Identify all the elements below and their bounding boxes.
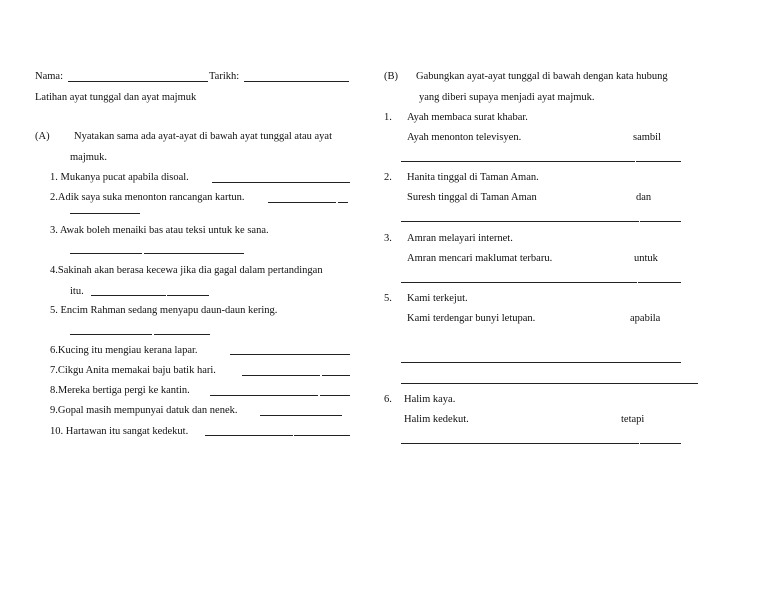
question-a10: 10. Hartawan itu sangat kedekut.: [50, 426, 189, 437]
answer-line-a3[interactable]: [70, 253, 142, 254]
section-b-marker: (B): [384, 71, 398, 82]
question-a3: 3. Awak boleh menaiki bas atau teksi untuk ke sana.: [50, 225, 269, 236]
answer-line-a10[interactable]: [205, 435, 293, 436]
answer-line-b2-tail[interactable]: [640, 221, 681, 222]
question-a2: 2.Adik saya suka menonton rancangan kartun.: [50, 192, 245, 203]
question-a1: 1. Mukanya pucat apabila disoal.: [50, 172, 189, 183]
date-label: Tarikh:: [209, 71, 240, 82]
answer-line-a2[interactable]: [268, 202, 336, 203]
answer-line-a4-tail[interactable]: [167, 295, 209, 296]
question-b1-number: 1.: [384, 112, 392, 123]
answer-line-a1[interactable]: [212, 182, 350, 183]
question-a4-cont: itu.: [70, 286, 84, 297]
question-b5-number: 5.: [384, 293, 392, 304]
answer-line-b3[interactable]: [401, 282, 637, 283]
answer-line-a5-tail[interactable]: [154, 334, 210, 335]
question-b6-conjunction: tetapi: [621, 414, 645, 425]
question-b3-sentence-2: Amran mencari maklumat terbaru.: [407, 253, 553, 264]
question-b2-conjunction: dan: [636, 192, 652, 203]
answer-line-a8[interactable]: [210, 395, 318, 396]
question-b5-conjunction: apabila: [630, 313, 661, 324]
answer-line-a4[interactable]: [91, 295, 166, 296]
worksheet-title: Latihan ayat tunggal dan ayat majmuk: [35, 92, 197, 103]
question-a5: 5. Encim Rahman sedang menyapu daun-daun kering.: [50, 305, 278, 316]
answer-line-a7-tail[interactable]: [322, 375, 350, 376]
answer-line-b5-cont[interactable]: [401, 383, 698, 384]
section-b-instruction-cont: yang diberi supaya menjadi ayat majmuk.: [419, 92, 595, 103]
answer-line-a2-cont[interactable]: [70, 213, 140, 214]
answer-line-a8-tail[interactable]: [320, 395, 350, 396]
answer-line-b1-tail[interactable]: [636, 161, 681, 162]
question-b1-conjunction: sambil: [633, 132, 661, 143]
question-a6: 6.Kucing itu mengiau kerana lapar.: [50, 345, 198, 356]
question-a7: 7.Cikgu Anita memakai baju batik hari.: [50, 365, 216, 376]
date-field[interactable]: [244, 81, 349, 82]
question-a9: 9.Gopal masih mempunyai datuk dan nenek.: [50, 405, 238, 416]
question-b6-number: 6.: [384, 394, 392, 405]
name-field[interactable]: [68, 81, 208, 82]
question-b5-sentence-1: Kami terkejut.: [407, 293, 468, 304]
section-a-instruction-cont: majmuk.: [70, 152, 108, 163]
question-a4: 4.Sakinah akan berasa kecewa jika dia gagal dalam pertandingan: [50, 265, 323, 276]
question-b2-sentence-1: Hanita tinggal di Taman Aman.: [407, 172, 539, 183]
answer-line-a3-tail[interactable]: [144, 253, 244, 254]
answer-line-b5[interactable]: [401, 362, 681, 363]
answer-line-a6[interactable]: [230, 354, 350, 355]
question-b2-sentence-2: Suresh tinggal di Taman Aman: [407, 192, 537, 203]
question-b3-number: 3.: [384, 233, 392, 244]
answer-line-b6-tail[interactable]: [640, 443, 681, 444]
answer-line-a7[interactable]: [242, 375, 320, 376]
question-b3-conjunction: untuk: [634, 253, 658, 264]
answer-line-a5[interactable]: [70, 334, 152, 335]
answer-line-b2[interactable]: [401, 221, 639, 222]
question-b6-sentence-1: Halim kaya.: [404, 394, 456, 405]
question-a8: 8.Mereka bertiga pergi ke kantin.: [50, 385, 190, 396]
answer-line-b6[interactable]: [401, 443, 639, 444]
question-b5-sentence-2: Kami terdengar bunyi letupan.: [407, 313, 536, 324]
question-b1-sentence-1: Ayah membaca surat khabar.: [407, 112, 528, 123]
section-a-marker: (A): [35, 131, 50, 142]
question-b3-sentence-1: Amran melayari internet.: [407, 233, 513, 244]
answer-line-a10-tail[interactable]: [294, 435, 350, 436]
question-b2-number: 2.: [384, 172, 392, 183]
answer-line-b3-tail[interactable]: [638, 282, 681, 283]
question-b1-sentence-2: Ayah menonton televisyen.: [407, 132, 522, 143]
answer-line-b1[interactable]: [401, 161, 635, 162]
question-b6-sentence-2: Halim kedekut.: [404, 414, 469, 425]
name-label: Nama:: [35, 71, 63, 82]
section-a-instruction: Nyatakan sama ada ayat-ayat di bawah ayat tunggal atau ayat: [74, 131, 333, 142]
answer-line-a2-tail[interactable]: [338, 202, 348, 203]
answer-line-a9[interactable]: [260, 415, 342, 416]
section-b-instruction: Gabungkan ayat-ayat tunggal di bawah dengan kata hubung: [416, 71, 668, 82]
